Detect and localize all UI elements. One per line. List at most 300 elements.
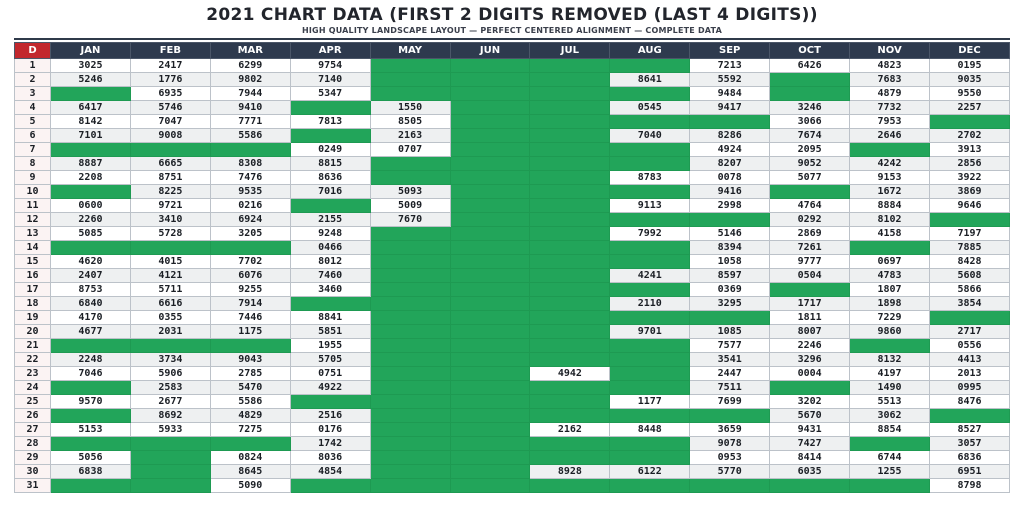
value-cell: 3922: [929, 171, 1009, 185]
value-cell: 7140: [290, 73, 370, 87]
table-row: [15, 283, 1010, 297]
day-number-cell: 31: [15, 479, 51, 493]
filled-cell: [929, 409, 1009, 423]
filled-cell: [530, 381, 610, 395]
value-cell: 4620: [51, 255, 131, 269]
filled-cell: [690, 115, 770, 129]
value-cell: 8142: [51, 115, 131, 129]
filled-cell: [690, 213, 770, 227]
value-cell: 2208: [51, 171, 131, 185]
filled-cell: [450, 325, 530, 339]
filled-cell: [51, 87, 131, 101]
day-number-cell: 14: [15, 241, 51, 255]
column-header-mar: MAR: [210, 43, 290, 59]
value-cell: 3205: [210, 227, 290, 241]
filled-cell: [290, 297, 370, 311]
value-cell: 2785: [210, 367, 290, 381]
filled-cell: [610, 87, 690, 101]
filled-cell: [450, 395, 530, 409]
value-cell: 1742: [290, 437, 370, 451]
value-cell: 3246: [770, 101, 850, 115]
value-cell: 0545: [610, 101, 690, 115]
value-cell: 7914: [210, 297, 290, 311]
value-cell: 2646: [850, 129, 930, 143]
filled-cell: [530, 353, 610, 367]
value-cell: 6838: [51, 465, 131, 479]
value-cell: 5933: [130, 423, 210, 437]
filled-cell: [210, 143, 290, 157]
value-cell: 8636: [290, 171, 370, 185]
table-row: [15, 241, 1010, 255]
value-cell: 9410: [210, 101, 290, 115]
value-cell: 0953: [690, 451, 770, 465]
value-cell: 8884: [850, 199, 930, 213]
table-row: [15, 143, 1010, 157]
value-cell: 7702: [210, 255, 290, 269]
value-cell: 2260: [51, 213, 131, 227]
value-cell: 2246: [770, 339, 850, 353]
table-row: [15, 157, 1010, 171]
value-cell: 2031: [130, 325, 210, 339]
filled-cell: [770, 73, 850, 87]
filled-cell: [450, 381, 530, 395]
column-header-aug: AUG: [610, 43, 690, 59]
table-row: [15, 115, 1010, 129]
filled-cell: [370, 297, 450, 311]
filled-cell: [370, 283, 450, 297]
value-cell: 8798: [929, 479, 1009, 493]
value-cell: 2248: [51, 353, 131, 367]
value-cell: 9860: [850, 325, 930, 339]
value-cell: 5906: [130, 367, 210, 381]
value-cell: 1490: [850, 381, 930, 395]
value-cell: 7476: [210, 171, 290, 185]
value-cell: 9417: [690, 101, 770, 115]
value-cell: 5090: [210, 479, 290, 493]
value-cell: 3541: [690, 353, 770, 367]
filled-cell: [610, 241, 690, 255]
table-row: [15, 171, 1010, 185]
day-number-cell: 16: [15, 269, 51, 283]
value-cell: 8476: [929, 395, 1009, 409]
value-cell: 9035: [929, 73, 1009, 87]
value-cell: 2677: [130, 395, 210, 409]
table-row: [15, 87, 1010, 101]
filled-cell: [610, 115, 690, 129]
filled-cell: [610, 381, 690, 395]
value-cell: 7670: [370, 213, 450, 227]
filled-cell: [450, 255, 530, 269]
value-cell: 7674: [770, 129, 850, 143]
filled-cell: [290, 199, 370, 213]
day-number-cell: 24: [15, 381, 51, 395]
column-header-nov: NOV: [850, 43, 930, 59]
day-number-cell: 17: [15, 283, 51, 297]
value-cell: 7275: [210, 423, 290, 437]
filled-cell: [530, 213, 610, 227]
filled-cell: [690, 311, 770, 325]
filled-cell: [130, 479, 210, 493]
table-row: [15, 395, 1010, 409]
filled-cell: [51, 437, 131, 451]
filled-cell: [530, 143, 610, 157]
day-number-cell: 4: [15, 101, 51, 115]
value-cell: 4413: [929, 353, 1009, 367]
value-cell: 9535: [210, 185, 290, 199]
filled-cell: [530, 451, 610, 465]
day-number-cell: 8: [15, 157, 51, 171]
value-cell: 8448: [610, 423, 690, 437]
value-cell: 7992: [610, 227, 690, 241]
filled-cell: [51, 185, 131, 199]
filled-cell: [290, 101, 370, 115]
day-number-cell: 11: [15, 199, 51, 213]
value-cell: 8597: [690, 269, 770, 283]
value-cell: 5608: [929, 269, 1009, 283]
day-number-cell: 28: [15, 437, 51, 451]
value-cell: 8308: [210, 157, 290, 171]
value-cell: 8854: [850, 423, 930, 437]
value-cell: 5586: [210, 395, 290, 409]
day-number-cell: 10: [15, 185, 51, 199]
page-subtitle: HIGH QUALITY LANDSCAPE LAYOUT — PERFECT CENTERED ALIGNMENT — COMPLETE DATA: [301, 26, 722, 35]
table-row: [15, 479, 1010, 493]
value-cell: 6616: [130, 297, 210, 311]
filled-cell: [51, 339, 131, 353]
value-cell: 7732: [850, 101, 930, 115]
value-cell: 4879: [850, 87, 930, 101]
value-cell: 7771: [210, 115, 290, 129]
filled-cell: [130, 143, 210, 157]
value-cell: 4121: [130, 269, 210, 283]
value-cell: 3057: [929, 437, 1009, 451]
filled-cell: [130, 339, 210, 353]
filled-cell: [530, 311, 610, 325]
filled-cell: [530, 157, 610, 171]
value-cell: 8286: [690, 129, 770, 143]
value-cell: 3025: [51, 59, 131, 73]
value-cell: 8887: [51, 157, 131, 171]
filled-cell: [530, 409, 610, 423]
filled-cell: [51, 241, 131, 255]
value-cell: 9701: [610, 325, 690, 339]
value-cell: 9431: [770, 423, 850, 437]
filled-cell: [610, 311, 690, 325]
value-cell: 8225: [130, 185, 210, 199]
filled-cell: [450, 451, 530, 465]
value-cell: 8007: [770, 325, 850, 339]
value-cell: 1085: [690, 325, 770, 339]
table-row: [15, 73, 1010, 87]
value-cell: 9416: [690, 185, 770, 199]
filled-cell: [370, 227, 450, 241]
filled-cell: [450, 339, 530, 353]
filled-cell: [370, 87, 450, 101]
filled-cell: [610, 409, 690, 423]
value-cell: 7885: [929, 241, 1009, 255]
value-cell: 5711: [130, 283, 210, 297]
filled-cell: [450, 143, 530, 157]
value-cell: 3659: [690, 423, 770, 437]
day-number-cell: 15: [15, 255, 51, 269]
table-row: [15, 381, 1010, 395]
value-cell: 0504: [770, 269, 850, 283]
filled-cell: [290, 479, 370, 493]
filled-cell: [370, 241, 450, 255]
value-cell: 2013: [929, 367, 1009, 381]
value-cell: 6426: [770, 59, 850, 73]
day-number-cell: 29: [15, 451, 51, 465]
value-cell: 6836: [929, 451, 1009, 465]
value-cell: 7016: [290, 185, 370, 199]
value-cell: 5153: [51, 423, 131, 437]
filled-cell: [370, 381, 450, 395]
value-cell: 8641: [610, 73, 690, 87]
filled-cell: [51, 409, 131, 423]
value-cell: 5670: [770, 409, 850, 423]
value-cell: 2110: [610, 297, 690, 311]
filled-cell: [690, 409, 770, 423]
day-number-cell: 7: [15, 143, 51, 157]
value-cell: 6951: [929, 465, 1009, 479]
filled-cell: [370, 395, 450, 409]
filled-cell: [929, 311, 1009, 325]
value-cell: 3460: [290, 283, 370, 297]
value-cell: 9646: [929, 199, 1009, 213]
value-cell: 3066: [770, 115, 850, 129]
day-number-cell: 21: [15, 339, 51, 353]
value-cell: 5093: [370, 185, 450, 199]
value-cell: 3062: [850, 409, 930, 423]
filled-cell: [450, 423, 530, 437]
value-cell: 5146: [690, 227, 770, 241]
filled-cell: [51, 479, 131, 493]
value-cell: 0556: [929, 339, 1009, 353]
filled-cell: [610, 479, 690, 493]
value-cell: 5347: [290, 87, 370, 101]
column-header-apr: APR: [290, 43, 370, 59]
table-header-row: [15, 43, 1010, 59]
filled-cell: [450, 171, 530, 185]
filled-cell: [370, 437, 450, 451]
value-cell: 1717: [770, 297, 850, 311]
value-cell: 7683: [850, 73, 930, 87]
filled-cell: [610, 451, 690, 465]
filled-cell: [290, 129, 370, 143]
filled-cell: [450, 213, 530, 227]
filled-cell: [51, 143, 131, 157]
value-cell: 5746: [130, 101, 210, 115]
value-cell: 8841: [290, 311, 370, 325]
value-cell: 5728: [130, 227, 210, 241]
value-cell: 3296: [770, 353, 850, 367]
filled-cell: [770, 87, 850, 101]
filled-cell: [770, 479, 850, 493]
value-cell: 7213: [690, 59, 770, 73]
value-cell: 6122: [610, 465, 690, 479]
value-cell: 9550: [929, 87, 1009, 101]
value-cell: 5586: [210, 129, 290, 143]
value-cell: 8036: [290, 451, 370, 465]
value-cell: 7197: [929, 227, 1009, 241]
day-number-cell: 12: [15, 213, 51, 227]
column-header-oct: OCT: [770, 43, 850, 59]
value-cell: 4942: [530, 367, 610, 381]
column-header-jan: JAN: [51, 43, 131, 59]
value-cell: 9078: [690, 437, 770, 451]
value-cell: 7046: [51, 367, 131, 381]
value-cell: 7944: [210, 87, 290, 101]
table-body: [15, 59, 1010, 493]
value-cell: 2869: [770, 227, 850, 241]
filled-cell: [370, 171, 450, 185]
value-cell: 0249: [290, 143, 370, 157]
value-cell: 1255: [850, 465, 930, 479]
day-number-cell: 27: [15, 423, 51, 437]
filled-cell: [370, 353, 450, 367]
value-cell: 8505: [370, 115, 450, 129]
column-header-day: D: [15, 43, 51, 59]
value-cell: 8783: [610, 171, 690, 185]
table-row: [15, 451, 1010, 465]
value-cell: 9043: [210, 353, 290, 367]
table-row: [15, 59, 1010, 73]
day-number-cell: 1: [15, 59, 51, 73]
table-row: [15, 409, 1010, 423]
filled-cell: [370, 311, 450, 325]
value-cell: 2998: [690, 199, 770, 213]
filled-cell: [450, 129, 530, 143]
value-cell: 4922: [290, 381, 370, 395]
value-cell: 8928: [530, 465, 610, 479]
filled-cell: [450, 101, 530, 115]
filled-cell: [370, 73, 450, 87]
value-cell: 1776: [130, 73, 210, 87]
value-cell: 4158: [850, 227, 930, 241]
table-row: [15, 325, 1010, 339]
value-cell: 1807: [850, 283, 930, 297]
filled-cell: [370, 479, 450, 493]
table-row: [15, 367, 1010, 381]
value-cell: 6076: [210, 269, 290, 283]
value-cell: 0176: [290, 423, 370, 437]
filled-cell: [370, 451, 450, 465]
filled-cell: [530, 297, 610, 311]
filled-cell: [530, 101, 610, 115]
table-row: [15, 437, 1010, 451]
value-cell: 9777: [770, 255, 850, 269]
data-table: [14, 42, 1010, 493]
value-cell: 0355: [130, 311, 210, 325]
value-cell: 7699: [690, 395, 770, 409]
filled-cell: [530, 171, 610, 185]
table-row: [15, 129, 1010, 143]
value-cell: 8132: [850, 353, 930, 367]
value-cell: 0600: [51, 199, 131, 213]
filled-cell: [530, 59, 610, 73]
value-cell: 9802: [210, 73, 290, 87]
value-cell: 9052: [770, 157, 850, 171]
value-cell: 8753: [51, 283, 131, 297]
value-cell: 4677: [51, 325, 131, 339]
value-cell: 6665: [130, 157, 210, 171]
filled-cell: [530, 227, 610, 241]
value-cell: 4854: [290, 465, 370, 479]
filled-cell: [850, 143, 930, 157]
column-header-feb: FEB: [130, 43, 210, 59]
value-cell: 2257: [929, 101, 1009, 115]
filled-cell: [850, 437, 930, 451]
value-cell: 6035: [770, 465, 850, 479]
value-cell: 2516: [290, 409, 370, 423]
value-cell: 0216: [210, 199, 290, 213]
filled-cell: [610, 143, 690, 157]
filled-cell: [610, 437, 690, 451]
day-number-cell: 9: [15, 171, 51, 185]
table-row: [15, 311, 1010, 325]
filled-cell: [850, 479, 930, 493]
value-cell: 8207: [690, 157, 770, 171]
table-row: [15, 297, 1010, 311]
filled-cell: [850, 241, 930, 255]
filled-cell: [610, 157, 690, 171]
value-cell: 7953: [850, 115, 930, 129]
value-cell: 8692: [130, 409, 210, 423]
value-cell: 3295: [690, 297, 770, 311]
value-cell: 0751: [290, 367, 370, 381]
value-cell: 7813: [290, 115, 370, 129]
value-cell: 4783: [850, 269, 930, 283]
value-cell: 2583: [130, 381, 210, 395]
value-cell: 0466: [290, 241, 370, 255]
filled-cell: [370, 59, 450, 73]
table-row: [15, 353, 1010, 367]
filled-cell: [130, 437, 210, 451]
day-number-cell: 3: [15, 87, 51, 101]
value-cell: 1175: [210, 325, 290, 339]
filled-cell: [450, 269, 530, 283]
value-cell: 2447: [690, 367, 770, 381]
filled-cell: [530, 87, 610, 101]
filled-cell: [610, 59, 690, 73]
filled-cell: [530, 325, 610, 339]
filled-cell: [610, 185, 690, 199]
title-divider: [14, 38, 1010, 40]
day-number-cell: 20: [15, 325, 51, 339]
filled-cell: [450, 59, 530, 73]
filled-cell: [370, 255, 450, 269]
value-cell: 4197: [850, 367, 930, 381]
value-cell: 5085: [51, 227, 131, 241]
filled-cell: [530, 283, 610, 297]
value-cell: 0292: [770, 213, 850, 227]
filled-cell: [450, 283, 530, 297]
page-title: 2021 CHART DATA (FIRST 2 DIGITS REMOVED (LAST 4 DIGITS)): [206, 5, 818, 25]
filled-cell: [370, 157, 450, 171]
value-cell: 4829: [210, 409, 290, 423]
filled-cell: [370, 423, 450, 437]
day-number-cell: 19: [15, 311, 51, 325]
value-cell: 7577: [690, 339, 770, 353]
filled-cell: [370, 367, 450, 381]
value-cell: 8394: [690, 241, 770, 255]
value-cell: 5770: [690, 465, 770, 479]
value-cell: 1898: [850, 297, 930, 311]
table-row: [15, 423, 1010, 437]
value-cell: 1955: [290, 339, 370, 353]
filled-cell: [450, 199, 530, 213]
value-cell: 6299: [210, 59, 290, 73]
